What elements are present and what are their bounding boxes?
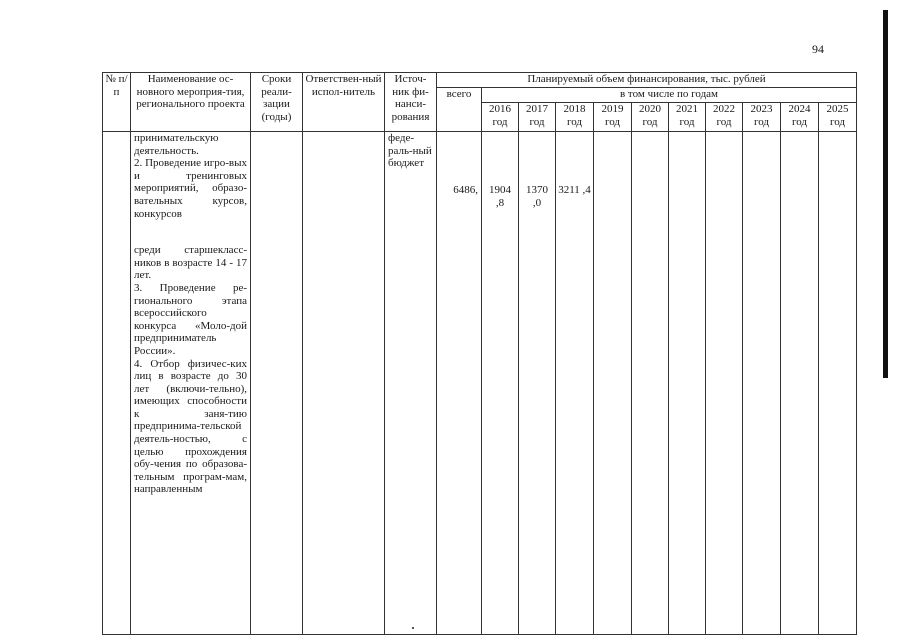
year-value-cell — [743, 132, 781, 635]
page-number: 94 — [812, 42, 824, 56]
header-year: 2021 год — [669, 103, 706, 132]
year-value-cell — [819, 132, 857, 635]
header-terms: Сроки реали-зации (годы) — [251, 73, 303, 132]
activity-description-part1: принимательскую деятельность. 2. Проведение игро-вых и тренинговых мероприятий, образо-вательных курсов, конкурсов — [134, 132, 247, 220]
year-value-cell — [669, 132, 706, 635]
header-planned-financing: Планируемый объем финансирования, тыс. рублей — [437, 73, 857, 88]
header-year: 2016 год — [482, 103, 519, 132]
year-value-cell — [706, 132, 743, 635]
financing-table — [102, 72, 857, 635]
header-funding-source: Источ-ник фи-нанси-рования — [385, 73, 437, 132]
year-value-cell — [632, 132, 669, 635]
row-number-cell — [103, 132, 131, 635]
header-year: 2017 год — [519, 103, 556, 132]
header-year: 2022 год — [706, 103, 743, 132]
activity-description-part2: среди старшекласс-ников в возрасте 14 - 17 лет. 3. Проведение ре-гионального этапа всероссийского конкурса «Моло-дой предприниматель России». 4. Отбор физичес-ких лиц в возрасте до 30 лет (включи-тельно), имеющих способности к заня-тию предпринима-тельской деятель-ностью, с целью прохождения обу-чения по образова-тельным програм-мам, направленным — [134, 244, 247, 496]
year-value-cell: 1370 ,0 — [519, 132, 556, 635]
header-year: 2023 год — [743, 103, 781, 132]
header-responsible: Ответствен-ный испол-нитель — [303, 73, 385, 132]
year-value-cell: 3211 ,4 — [556, 132, 594, 635]
header-year: 2024 год — [781, 103, 819, 132]
year-value-cell — [594, 132, 632, 635]
terms-cell — [251, 132, 303, 635]
funding-source-cell: феде-раль-ный бюджет — [385, 132, 437, 635]
header-year: 2025 год — [819, 103, 857, 132]
header-year: 2020 год — [632, 103, 669, 132]
year-value-cell — [781, 132, 819, 635]
scan-edge-bar — [883, 10, 888, 378]
header-year: 2019 год — [594, 103, 632, 132]
header-activity-name: Наименование ос-новного мероприя-тия, регионального проекта — [131, 73, 251, 132]
activity-description-cell — [131, 132, 251, 635]
responsible-cell — [303, 132, 385, 635]
header-total: всего — [437, 88, 482, 132]
total-cell: 6486, — [437, 132, 482, 635]
header-year: 2018 год — [556, 103, 594, 132]
header-number: № п/п — [103, 73, 131, 132]
year-value-cell: 1904 ,8 — [482, 132, 519, 635]
header-by-years: в том числе по годам — [482, 88, 857, 103]
